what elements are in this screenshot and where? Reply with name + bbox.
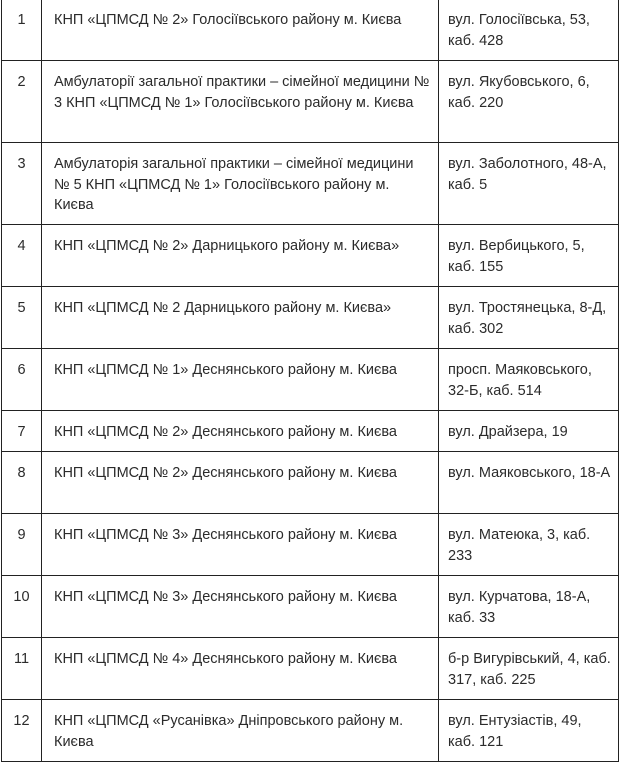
table-row — [2, 700, 619, 762]
clinic-name: КНП «ЦПМСД № 2» Голосіївського району м. Києва — [42, 0, 439, 61]
clinic-address: вул. Ентузіастів, 49, каб. 121 — [439, 700, 619, 762]
row-number: 5 — [2, 287, 42, 349]
clinic-address: вул. Матеюка, 3, каб. 233 — [439, 514, 619, 576]
row-number: 3 — [2, 143, 42, 225]
clinic-name: Амбулаторія загальної практики – сімейної медицини № 5 КНП «ЦПМСД № 1» Голосіївського району м. Києва — [42, 143, 439, 225]
clinic-address: вул. Голосіївська, 53, каб. 428 — [439, 0, 619, 61]
row-number: 7 — [2, 411, 42, 452]
clinic-address: вул. Маяковського, 18-А — [439, 452, 619, 514]
clinic-address: вул. Драйзера, 19 — [439, 411, 619, 452]
clinic-name: Амбулаторії загальної практики – сімейної медицини № 3 КНП «ЦПМСД № 1» Голосіївського району м. Києва — [42, 61, 439, 143]
clinic-name: КНП «ЦПМСД № 1» Деснянського району м. Києва — [42, 349, 439, 411]
clinic-address: вул. Тростянецька, 8-Д, каб. 302 — [439, 287, 619, 349]
clinic-address: вул. Вербицького, 5, каб. 155 — [439, 225, 619, 287]
table-row — [2, 143, 619, 225]
clinics-table — [1, 0, 619, 762]
row-number: 11 — [2, 638, 42, 700]
row-number: 4 — [2, 225, 42, 287]
row-number: 2 — [2, 61, 42, 143]
row-number: 10 — [2, 576, 42, 638]
clinic-name: КНП «ЦПМСД № 2 Дарницького району м. Києва» — [42, 287, 439, 349]
table-row — [2, 61, 619, 143]
clinic-address: вул. Курчатова, 18-А, каб. 33 — [439, 576, 619, 638]
clinic-name: КНП «ЦПМСД № 2» Деснянського району м. Києва — [42, 411, 439, 452]
table-row — [2, 349, 619, 411]
table-row — [2, 411, 619, 452]
table-row — [2, 287, 619, 349]
clinic-name: КНП «ЦПМСД № 2» Дарницького району м. Києва» — [42, 225, 439, 287]
clinic-name: КНП «ЦПМСД № 2» Деснянського району м. Києва — [42, 452, 439, 514]
clinic-address: б-р Вигурівський, 4, каб. 317, каб. 225 — [439, 638, 619, 700]
clinic-address: вул. Заболотного, 48-А, каб. 5 — [439, 143, 619, 225]
table-row — [2, 452, 619, 514]
table-row — [2, 225, 619, 287]
row-number: 8 — [2, 452, 42, 514]
table-row — [2, 638, 619, 700]
row-number: 9 — [2, 514, 42, 576]
clinic-name: КНП «ЦПМСД № 3» Деснянського району м. Києва — [42, 514, 439, 576]
row-number: 1 — [2, 0, 42, 61]
row-number: 6 — [2, 349, 42, 411]
clinic-address: вул. Якубовського, 6, каб. 220 — [439, 61, 619, 143]
row-number: 12 — [2, 700, 42, 762]
clinic-address: просп. Маяковського, 32-Б, каб. 514 — [439, 349, 619, 411]
table-row — [2, 0, 619, 61]
clinic-name: КНП «ЦПМСД № 4» Деснянського району м. Києва — [42, 638, 439, 700]
table-row — [2, 576, 619, 638]
table-row — [2, 514, 619, 576]
clinic-name: КНП «ЦПМСД № 3» Деснянського району м. Києва — [42, 576, 439, 638]
clinic-name: КНП «ЦПМСД «Русанівка» Дніпровського району м. Києва — [42, 700, 439, 762]
